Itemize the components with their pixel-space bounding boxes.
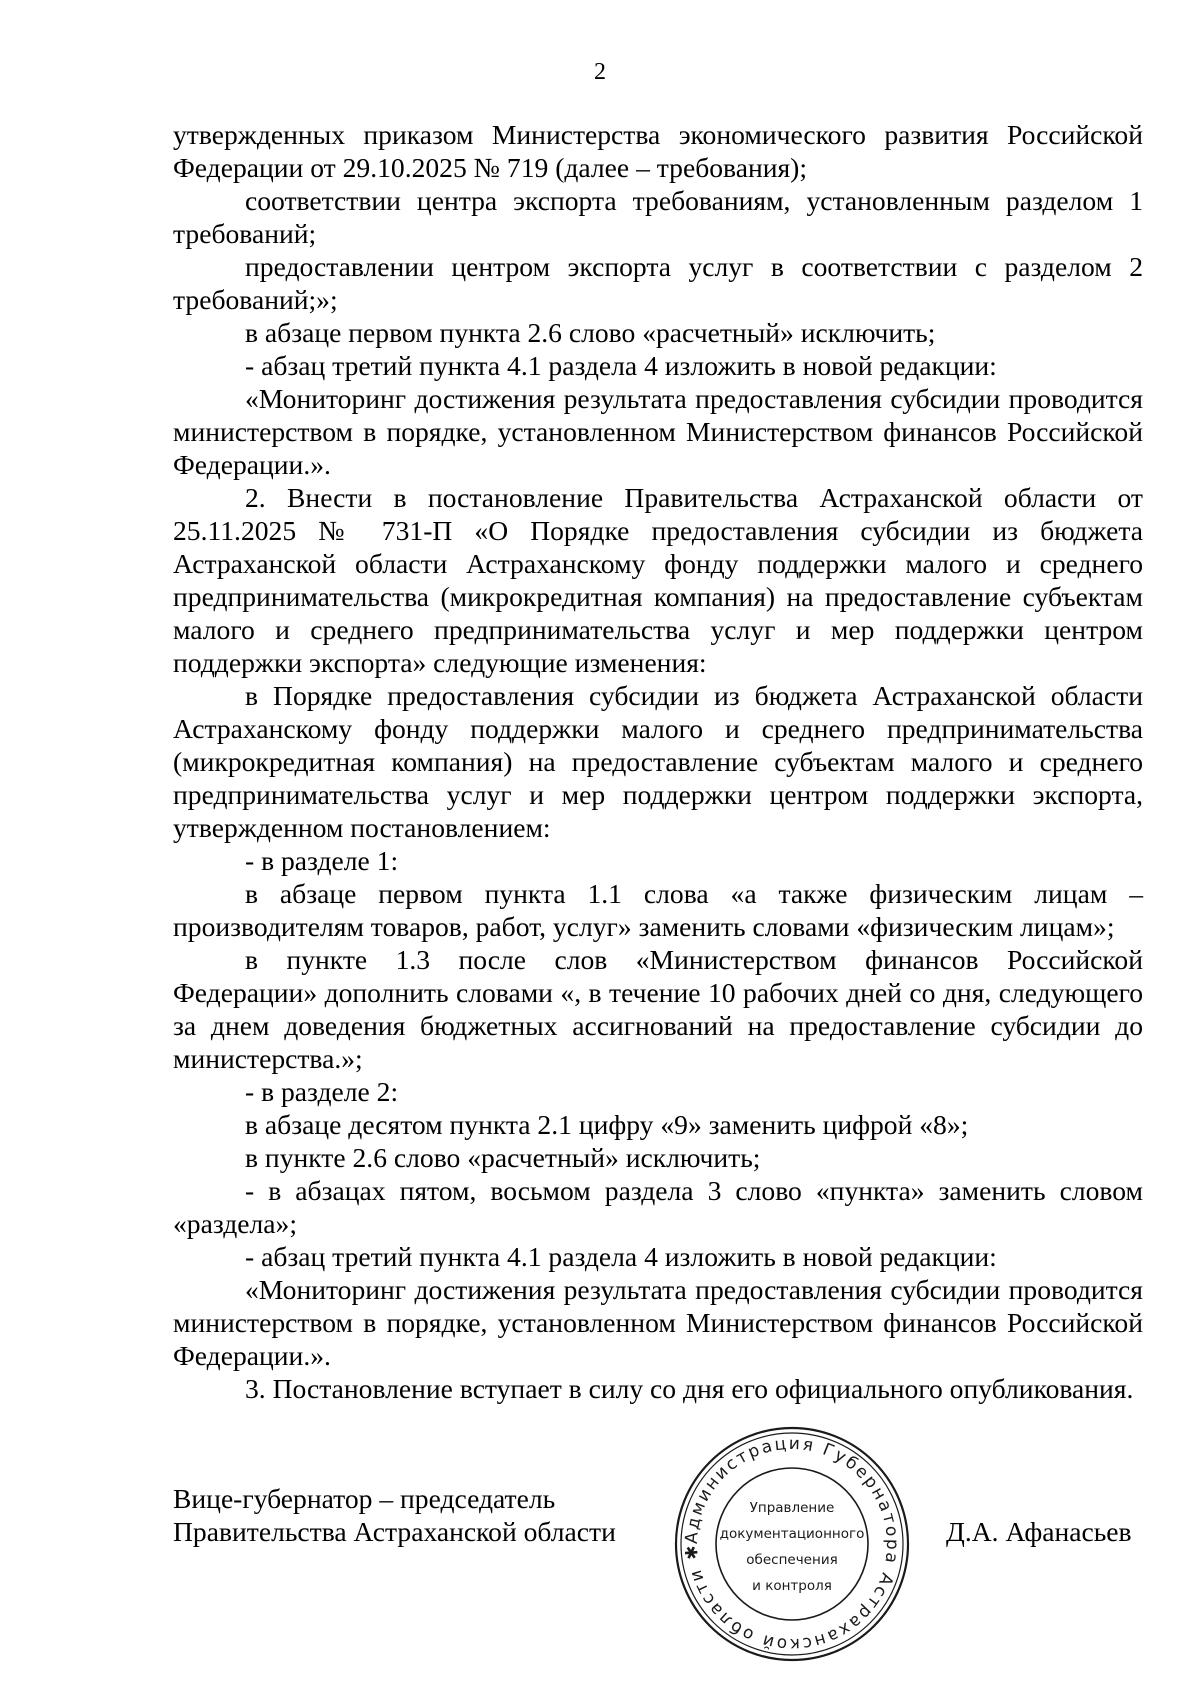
seal-ring-text: Администрация Губернатора Астраханской области ✱: [681, 1433, 903, 1655]
signatory-title-line-1: Вице-губернатор – председатель: [173, 1483, 556, 1514]
paragraph-monitoring-quote-2: «Мониторинг достижения результата предоставления субсидии проводится министерством в порядке, установленном Министерством финансов Российской Федерации.».: [173, 1274, 1143, 1371]
seal-center-line-4: и контроля: [752, 1578, 832, 1594]
seal-center-line-3: обеспечения: [746, 1552, 838, 1568]
seal-outer-ring: [676, 1428, 908, 1660]
paragraph-procedure-reference: в Порядке предоставления субсидии из бюджета Астраханской области Астраханскому фонду поддержки малого и среднего предпринимательства (микрокредитная компания) на предоставление субъектам малого и среднего предпринимательства услуг и мер поддержки центром поддержки экспорта, утвержденном постановлением:: [173, 680, 1143, 843]
page-number: 2: [594, 59, 606, 85]
official-seal-graphic: [672, 1424, 912, 1664]
paragraph-item-4-1-new-wording-2: - абзац третий пункта 4.1 раздела 4 изложить в новой редакции:: [245, 1241, 997, 1272]
paragraph-section-2-heading: - в разделе 2:: [245, 1076, 399, 1107]
paragraph-services-provision: предоставлении центром экспорта услуг в соответствии с разделом 2 требований;»;: [173, 251, 1143, 315]
paragraph-item-2-6-amendment: в абзаце первом пункта 2.6 слово «расчетный» исключить;: [245, 317, 936, 348]
document-body: [173, 118, 1143, 1405]
paragraph-monitoring-quote: «Мониторинг достижения результата предоставления субсидии проводится министерством в порядке, установленном Министерством финансов Российской Федерации.».: [173, 383, 1143, 480]
seal-center-line-2: документационного: [719, 1526, 865, 1542]
paragraph-item-2-6-exclusion: в пункте 2.6 слово «расчетный» исключить;: [245, 1142, 761, 1173]
paragraph-section-3-amendment: - в абзацах пятом, восьмом раздела 3 слово «пункта» заменить словом «раздела»;: [173, 1175, 1143, 1239]
paragraph-item-1-3-amendment: в пункте 1.3 после слов «Министерством финансов Российской Федерации» дополнить словами «, в течение 10 рабочих дней со дня, следующего за днем доведения бюджетных ассигнований на предоставление субсидии до министерства.»;: [173, 944, 1143, 1074]
paragraph-point-2-amend-decree: 2. Внести в постановление Правительства Астраханской области от 25.11.2025 № 731-П «О Порядке предоставления субсидии из бюджета Астраханской области Астраханскому фонду поддержки малого и среднего предпринимательства (микрокредитная компания) на предоставление субъектам малого и среднего предпринимательства услуг и мер поддержки центром поддержки экспорта» следующие изменения:: [173, 482, 1143, 678]
signatory-title: [173, 1482, 616, 1548]
paragraph-item-2-1-amendment: в абзаце десятом пункта 2.1 цифру «9» заменить цифрой «8»;: [245, 1109, 969, 1140]
paragraph-section-1-heading: - в разделе 1:: [245, 845, 399, 876]
official-seal: [672, 1424, 912, 1664]
seal-inner-ring: [716, 1468, 868, 1620]
paragraph-item-1-1-amendment: в абзаце первом пункта 1.1 слова «а также физическим лицам – производителям товаров, работ, услуг» заменить словами «физическим лицам»;: [173, 878, 1143, 942]
paragraph-center-compliance: соответствии центра экспорта требованиям, установленным разделом 1 требований;: [173, 185, 1143, 249]
paragraph-point-3-effective-date: 3. Постановление вступает в силу со дня его официального опубликования.: [245, 1373, 1134, 1404]
paragraph-item-4-1-new-wording: - абзац третий пункта 4.1 раздела 4 изложить в новой редакции:: [245, 350, 997, 381]
paragraph-requirements-reference: утвержденных приказом Министерства экономического развития Российской Федерации от 29.10.2025 № 719 (далее – требования);: [173, 119, 1143, 183]
signatory-title-line-2: Правительства Астраханской области: [173, 1516, 616, 1547]
signatory-name: Д.А. Афанасьев: [946, 1516, 1132, 1547]
seal-center-line-1: Управление: [749, 1500, 835, 1516]
